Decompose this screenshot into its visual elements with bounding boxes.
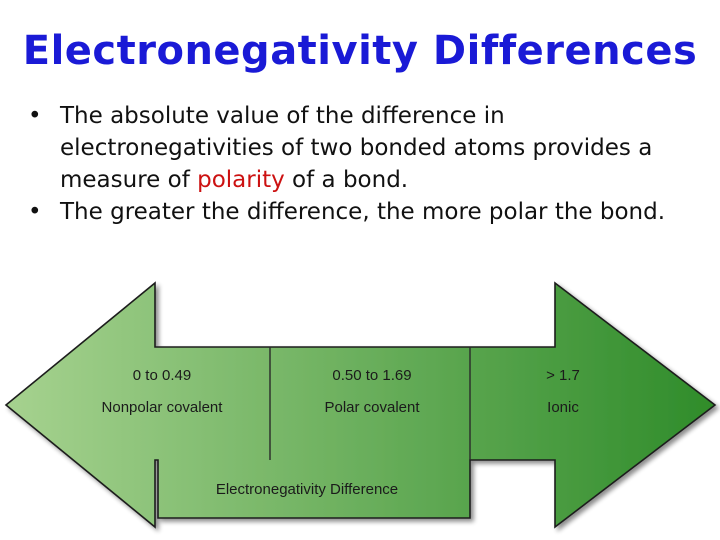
axis-label: Electronegativity Difference [215, 481, 399, 498]
range-3-value: > 1.7 [546, 367, 580, 384]
bullet-1-before: The absolute value of the difference in electronegativities of two bonded atoms provides a measure of [60, 103, 653, 193]
range-2-value: 0.50 to 1.69 [332, 367, 412, 384]
slide-title: Electronegativity Differences [22, 28, 698, 74]
range-2-label: Polar covalent [324, 399, 420, 416]
bullet-text-2: The greater the difference, the more polar the bond. [60, 199, 666, 225]
bullet-1-highlight: polarity [197, 167, 285, 193]
range-1-value: 0 to 0.49 [132, 367, 192, 384]
bullet-dot-icon: • [28, 199, 42, 225]
bullet-1-after: of a bond. [284, 167, 409, 193]
range-1-label: Nonpolar covalent [101, 399, 223, 416]
range-3-label: Ionic [547, 399, 579, 416]
bullet-dot-icon: • [28, 103, 42, 129]
